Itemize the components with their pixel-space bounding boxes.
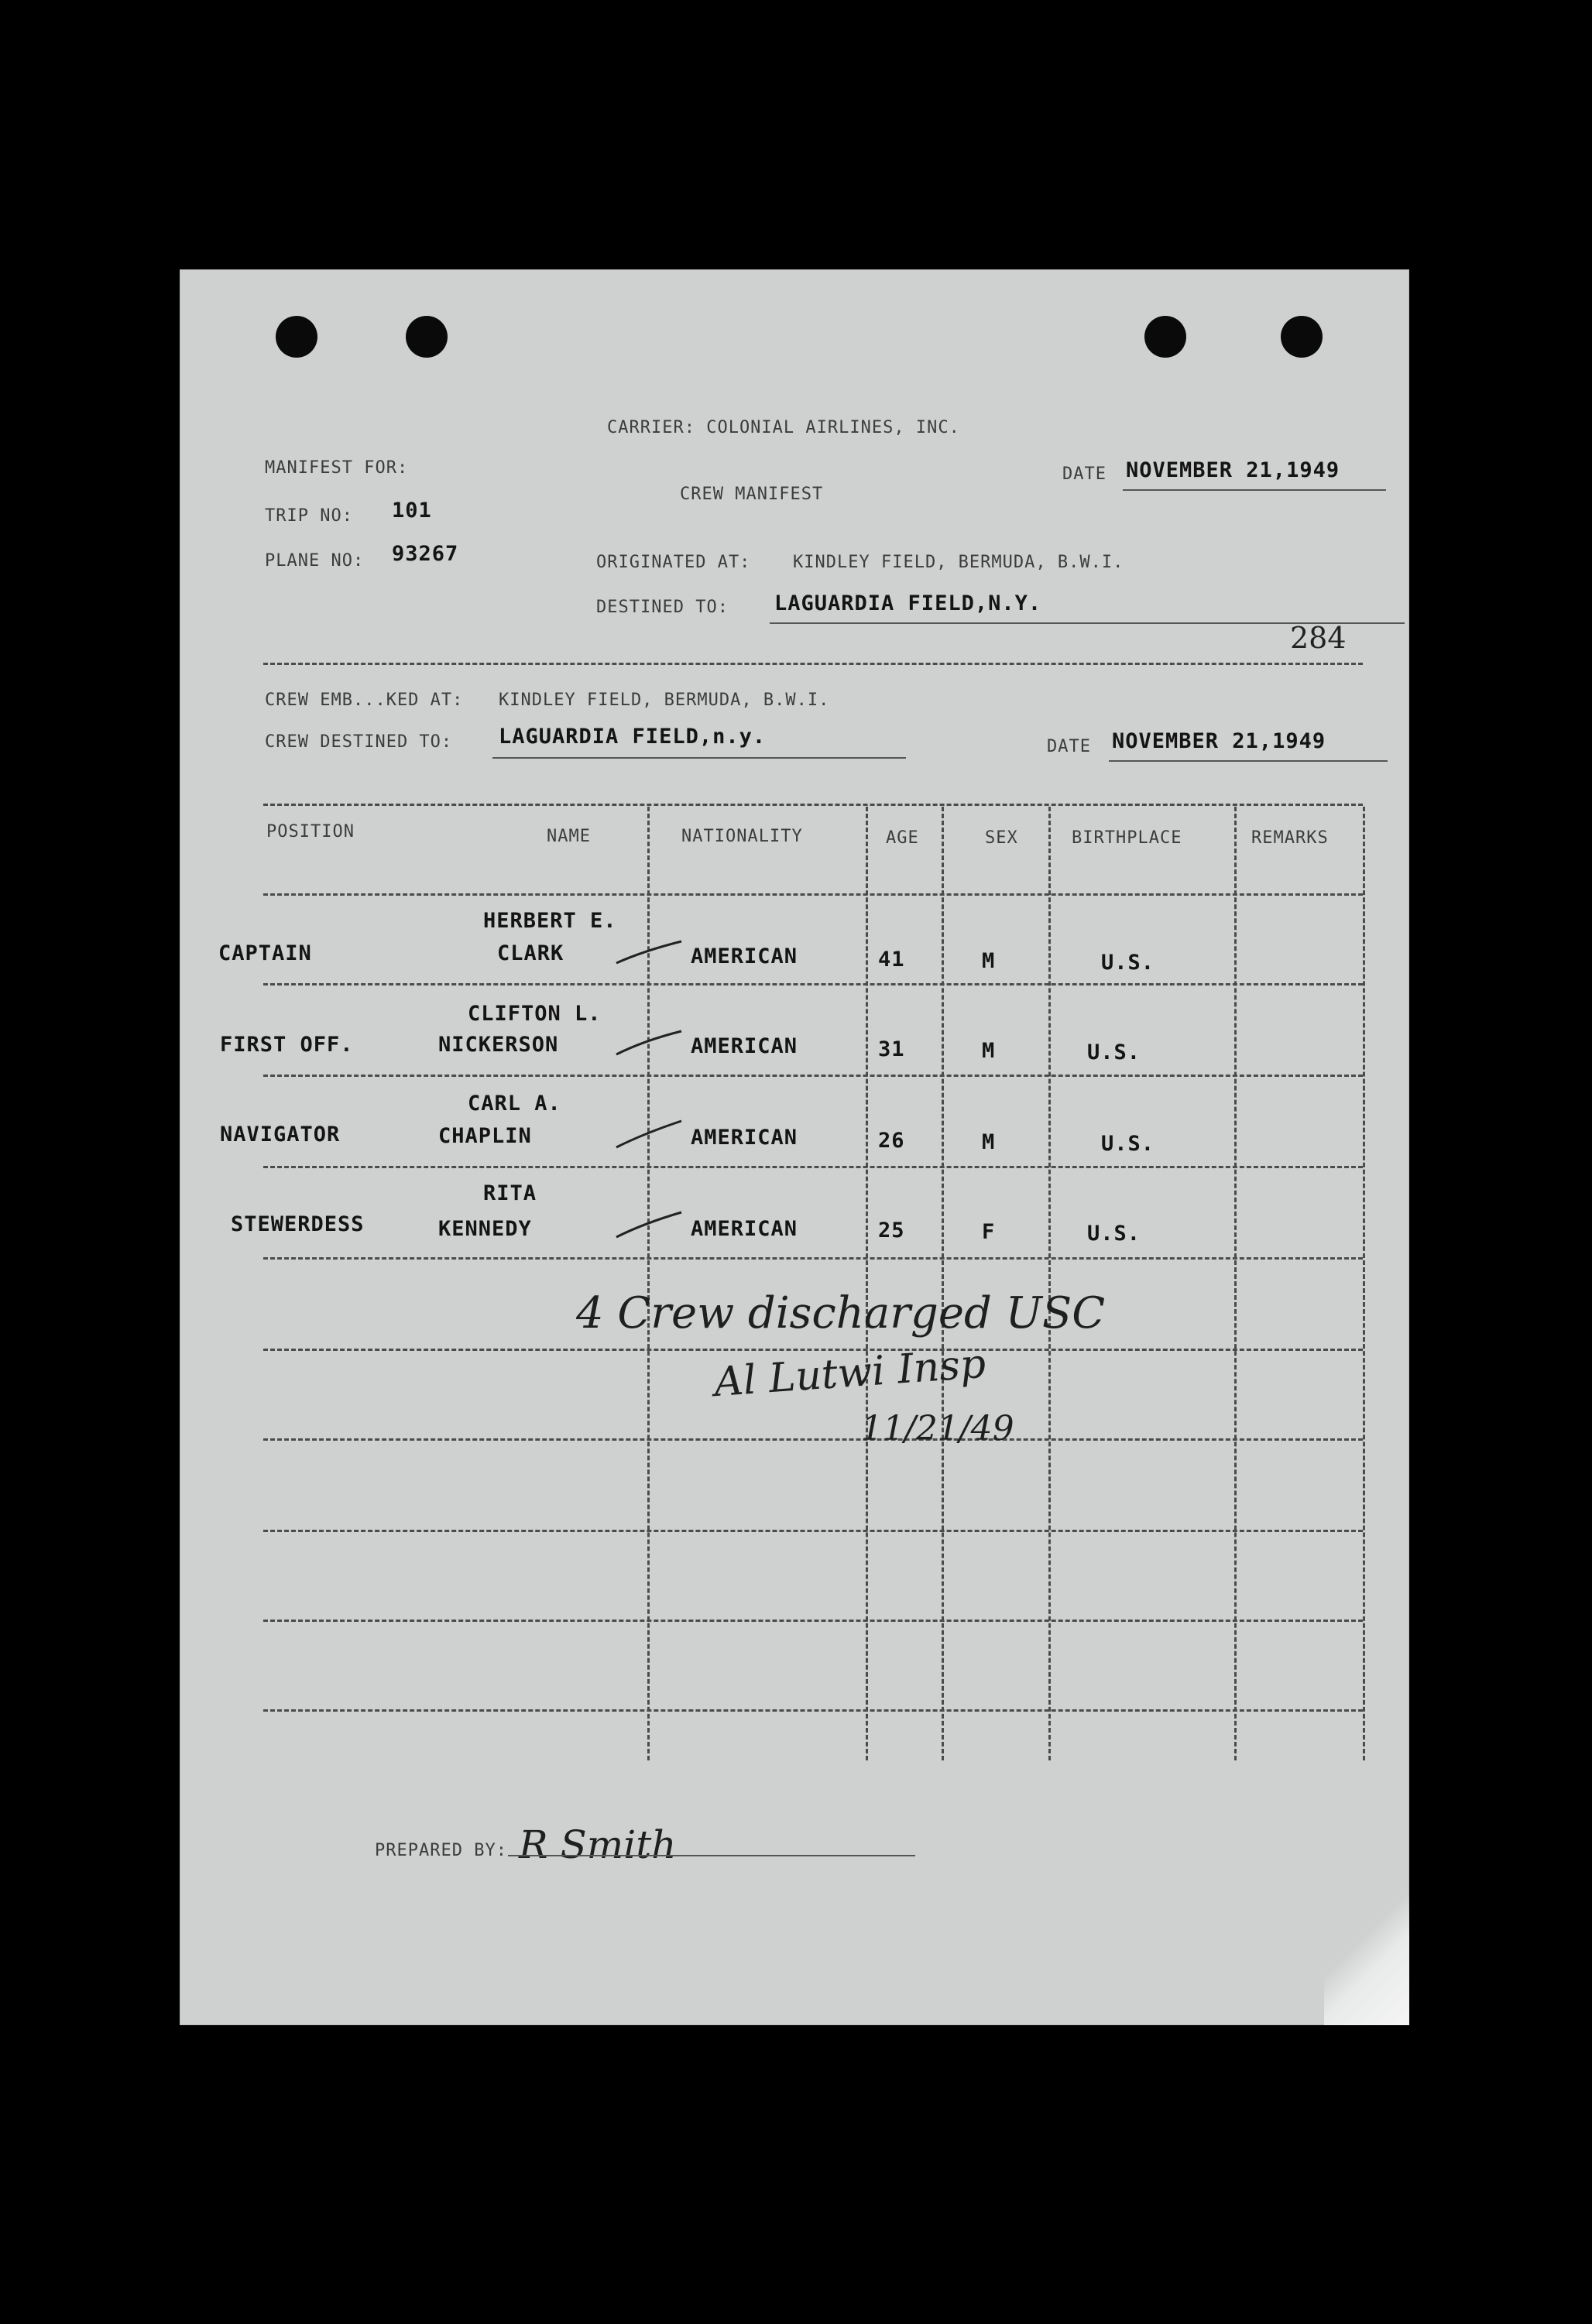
cell-nationality: AMERICAN xyxy=(691,1034,798,1058)
cell-name-first: CARL A. xyxy=(468,1092,561,1116)
cell-sex: M xyxy=(982,1130,996,1154)
row-rule xyxy=(263,1620,1363,1622)
divider xyxy=(263,663,1363,665)
row-rule xyxy=(263,1349,1363,1351)
date-underline xyxy=(1123,489,1386,491)
cell-position: STEWERDESS xyxy=(231,1212,365,1236)
cell-age: 41 xyxy=(878,948,905,972)
crew-destined-label: CREW DESTINED TO: xyxy=(265,732,453,752)
cell-name-last: CLARK xyxy=(497,941,564,965)
cell-nationality: AMERICAN xyxy=(691,944,798,968)
column-rule xyxy=(942,807,944,1760)
page-number: 284 xyxy=(1290,621,1347,655)
cell-name-first: HERBERT E. xyxy=(483,909,617,933)
plane-value: 93267 xyxy=(392,542,459,566)
header-birthplace: BIRTHPLACE xyxy=(1072,828,1182,848)
cell-sex: F xyxy=(982,1220,996,1244)
prepared-by-signature: R Smith xyxy=(519,1822,677,1867)
cell-position: NAVIGATOR xyxy=(220,1123,341,1147)
originated-label: ORIGINATED AT: xyxy=(596,553,751,572)
cell-age: 26 xyxy=(878,1129,905,1153)
punch-hole xyxy=(1281,316,1323,358)
crew-date-underline xyxy=(1109,760,1388,762)
row-rule xyxy=(263,1075,1363,1077)
date-label: DATE xyxy=(1062,464,1107,484)
originated-value: KINDLEY FIELD, BERMUDA, B.W.I. xyxy=(793,553,1124,572)
crew-embarked-label: CREW EMB...KED AT: xyxy=(265,691,464,710)
cell-birthplace: U.S. xyxy=(1101,1132,1155,1156)
crew-destined-underline xyxy=(492,757,906,759)
date-value: NOVEMBER 21,1949 xyxy=(1126,458,1340,482)
cell-sex: M xyxy=(982,1039,996,1063)
cell-birthplace: U.S. xyxy=(1087,1040,1141,1064)
form-title: CREW MANIFEST xyxy=(680,485,824,504)
cell-sex: M xyxy=(982,949,996,973)
row-rule xyxy=(263,1709,1363,1712)
cell-position: FIRST OFF. xyxy=(220,1033,354,1057)
handwritten-date: 11/21/49 xyxy=(861,1409,1014,1448)
cell-nationality: AMERICAN xyxy=(691,1217,798,1241)
punch-hole xyxy=(276,316,317,358)
cell-age: 31 xyxy=(878,1037,905,1061)
cell-name-last: NICKERSON xyxy=(438,1033,559,1057)
cell-birthplace: U.S. xyxy=(1101,951,1155,975)
row-rule xyxy=(263,1438,1363,1441)
column-rule xyxy=(1048,807,1051,1760)
cell-age: 25 xyxy=(878,1219,905,1243)
column-rule xyxy=(1234,807,1237,1760)
table-header-rule xyxy=(263,893,1363,896)
manifest-for-label: MANIFEST FOR: xyxy=(265,458,409,478)
inspector-signature: Al Lutwi Insp xyxy=(712,1340,987,1407)
punch-hole xyxy=(1144,316,1186,358)
crew-destined-value: LAGUARDIA FIELD,n.y. xyxy=(499,725,767,749)
trip-value: 101 xyxy=(392,499,432,523)
crew-date-value: NOVEMBER 21,1949 xyxy=(1112,729,1326,753)
cell-birthplace: U.S. xyxy=(1087,1222,1141,1246)
cell-name-first: CLIFTON L. xyxy=(468,1002,602,1026)
page-curl xyxy=(1324,1886,1409,2025)
prepared-by-label: PREPARED BY: xyxy=(375,1841,507,1860)
header-nationality: NATIONALITY xyxy=(681,827,803,846)
trip-label: TRIP NO: xyxy=(265,506,353,526)
cell-position: CAPTAIN xyxy=(218,941,312,965)
header-position: POSITION xyxy=(266,822,355,842)
plane-label: PLANE NO: xyxy=(265,551,365,571)
crew-date-label: DATE xyxy=(1047,737,1091,756)
row-rule xyxy=(263,1166,1363,1168)
column-rule xyxy=(1363,807,1365,1760)
destined-value: LAGUARDIA FIELD,N.Y. xyxy=(774,591,1042,615)
punch-hole xyxy=(406,316,448,358)
row-rule xyxy=(263,1530,1363,1532)
cell-name-last: KENNEDY xyxy=(438,1217,532,1241)
column-rule xyxy=(866,807,868,1760)
row-rule xyxy=(263,983,1363,985)
prepared-underline xyxy=(508,1855,915,1856)
table-top-rule xyxy=(263,804,1363,806)
cell-name-last: CHAPLIN xyxy=(438,1124,532,1148)
header-remarks: REMARKS xyxy=(1251,828,1329,848)
carrier-line: CARRIER: COLONIAL AIRLINES, INC. xyxy=(607,418,960,437)
header-name: NAME xyxy=(547,827,591,846)
handwritten-note: 4 Crew discharged USC xyxy=(576,1288,1106,1339)
header-age: AGE xyxy=(886,828,919,848)
destined-label: DESTINED TO: xyxy=(596,598,729,617)
header-sex: SEX xyxy=(985,828,1018,848)
crew-embarked-value: KINDLEY FIELD, BERMUDA, B.W.I. xyxy=(499,691,830,710)
cell-nationality: AMERICAN xyxy=(691,1126,798,1150)
check-marks xyxy=(613,935,722,1260)
cell-name-first: RITA xyxy=(483,1181,537,1205)
row-rule xyxy=(263,1257,1363,1260)
manifest-document xyxy=(180,269,1409,2025)
